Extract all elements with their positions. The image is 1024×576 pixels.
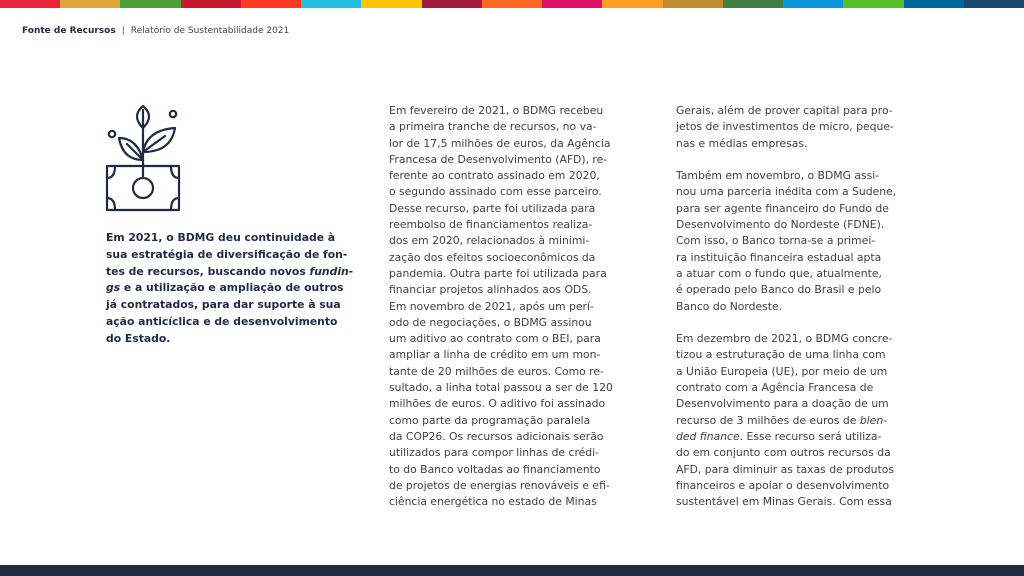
color-segment (361, 0, 421, 8)
text-line: ded finance. Esse recurso será utiliza- (676, 429, 882, 443)
text-line: do em conjunto com outros recursos da (676, 446, 891, 460)
text-line: recurso de 3 milhões de euros de blen- (676, 413, 888, 427)
text-line: contrato com a Agência Francesa de (676, 381, 874, 395)
color-segment (904, 0, 964, 8)
text-line: financeiros e apoiar o desenvolvimento (676, 478, 890, 492)
section-title: Fonte de Recursos (22, 26, 116, 36)
color-segment (723, 0, 783, 8)
text-line: da COP26. Os recursos adicionais serão (389, 429, 604, 443)
lead-paragraph (106, 230, 354, 348)
sdg-color-bar (0, 0, 1024, 8)
color-segment (422, 0, 482, 8)
text-line: ferente ao contrato assinado em 2020, (389, 169, 600, 183)
text-line: Em dezembro de 2021, o BDMG concre- (676, 332, 893, 346)
text-line: ra instituição financeira estadual apta (676, 250, 882, 264)
text-line: tizou a estruturação de uma linha com (676, 348, 886, 362)
color-segment (241, 0, 301, 8)
paragraph (676, 103, 921, 152)
color-segment (843, 0, 903, 8)
text-line: utilizados para compor linhas de crédi- (389, 446, 600, 460)
text-line: a União Europeia (UE), por meio de um (676, 364, 888, 378)
color-segment (60, 0, 120, 8)
text-line: sustentável em Minas Gerais. Com essa (676, 495, 892, 509)
text-line: lor de 17,5 milhões de euros, da Agência (389, 136, 611, 150)
text-line: reembolso de financiamentos realiza- (389, 218, 593, 232)
text-line: nou uma parceria inédita com a Sudene, (676, 185, 897, 199)
text-line: pandemia. Outra parte foi utilizada para (389, 266, 607, 280)
color-segment (181, 0, 241, 8)
text-line: tante de 20 milhões de euros. Como re- (389, 364, 604, 378)
text-line: ampliar a linha de crédito em um mon- (389, 348, 601, 362)
color-segment (0, 0, 60, 8)
text-line: o segundo assinado com esse parceiro. (389, 185, 602, 199)
footer-bar (0, 565, 1024, 576)
lead-line: sua estratégia de diversificação de fon- (106, 247, 348, 261)
text-line: nas e médias empresas. (676, 136, 808, 150)
body-column-2 (676, 103, 921, 527)
lead-line: já contratados, para dar suporte à sua (106, 298, 341, 312)
text-line: to do Banco voltadas ao financiamento (389, 462, 601, 476)
text-line: dos em 2020, relacionados à minimi- (389, 234, 590, 248)
lead-line: Em 2021, o BDMG deu continuidade à (106, 231, 336, 244)
text-line: como parte da programação paralela (389, 413, 591, 427)
color-segment (120, 0, 180, 8)
text-line: Também em novembro, o BDMG assi- (676, 169, 880, 183)
color-segment (482, 0, 542, 8)
text-line: Gerais, além de prover capital para pro- (676, 104, 893, 117)
plant-money-icon (101, 104, 183, 212)
text-line: ciência energética no estado de Minas (389, 495, 597, 509)
report-title: Relatório de Sustentabilidade 2021 (130, 26, 290, 36)
text-line: para ser agente financeiro do Fundo de (676, 201, 889, 215)
text-line: Em novembro de 2021, após um perí- (389, 299, 594, 313)
lead-line: ação anticíclica e de desenvolvimento (106, 314, 338, 328)
text-line: AFD, para diminuir as taxas de produtos (676, 462, 894, 476)
color-segment (301, 0, 361, 8)
text-line: Desenvolvimento do Nordeste (FDNE). (676, 218, 885, 232)
paragraph (676, 331, 921, 510)
color-segment (663, 0, 723, 8)
text-line: jetos de investimentos de micro, peque- (676, 120, 894, 134)
page-header (22, 26, 289, 36)
text-line: milhões de euros. O aditivo foi assinado (389, 397, 606, 411)
text-line: Francesa de Desenvolvimento (AFD), re- (389, 152, 608, 166)
paragraph (676, 168, 921, 315)
text-line: de projetos de energias renováveis e efi- (389, 478, 610, 492)
color-segment (783, 0, 843, 8)
text-line: financiar projetos alinhados aos ODS. (389, 283, 592, 297)
color-segment (964, 0, 1024, 8)
header-separator: | (121, 26, 125, 36)
text-line: é operado pelo Banco do Brasil e pelo (676, 283, 882, 297)
text-line: Desenvolvimento para a doação de um (676, 397, 889, 411)
text-line: odo de negociações, o BDMG assinou (389, 315, 592, 329)
text-line: a primeira tranche de recursos, no va- (389, 120, 597, 134)
text-line: Em fevereiro de 2021, o BDMG recebeu (389, 104, 604, 117)
color-segment (542, 0, 602, 8)
paragraph-lines (676, 331, 921, 412)
paragraph-lines (676, 445, 921, 510)
text-line: zação dos efeitos socioeconômicos da (389, 250, 596, 264)
text-line: sultado, a linha total passou a ser de 120 (389, 381, 613, 395)
text-line: Banco do Nordeste. (676, 299, 783, 313)
text-line: Com isso, o Banco torna-se a primei- (676, 234, 876, 248)
color-segment (602, 0, 662, 8)
text-line: Desse recurso, parte foi utilizada para (389, 201, 596, 215)
lead-line: tes de recursos, buscando novos fundin- (106, 264, 354, 278)
body-column-1 (389, 103, 634, 510)
text-line: um aditivo ao contrato com o BEI, para (389, 332, 601, 346)
text-line: a atuar com o fundo que, atualmente, (676, 266, 882, 280)
lead-line: do Estado. (106, 331, 171, 345)
lead-line: gs e a utilização e ampliação de outros (106, 281, 344, 295)
